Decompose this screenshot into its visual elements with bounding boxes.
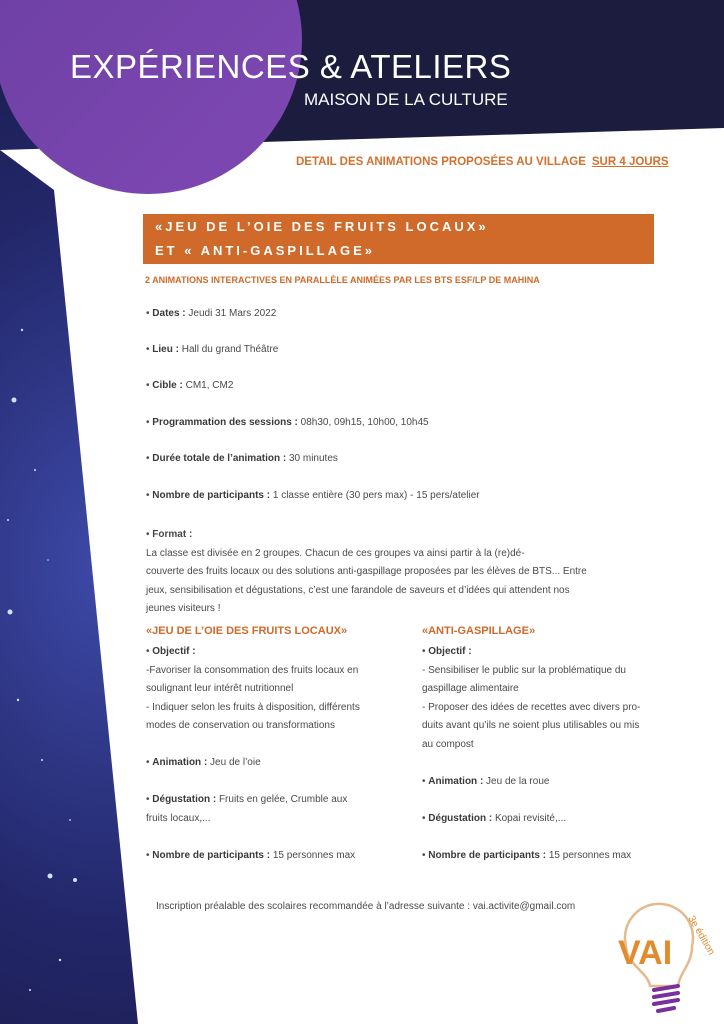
degustation-line: • Dégustation : Fruits en gelée, Crumble aux (146, 794, 348, 805)
participants-label: Nombre de participants : (428, 849, 547, 861)
format-paragraph (146, 526, 606, 619)
objectif-line: gaspillage alimentaire (422, 683, 519, 694)
info-value: 1 classe entière (30 pers max) - 15 pers/atelier (270, 490, 480, 501)
info-dates: • Dates : Jeudi 31 Mars 2022 (146, 308, 277, 319)
format-line: jeux, sensibilisation et dégustations, c’est une farandole de saveurs et d’idées qui attendent nos (146, 584, 570, 596)
format-line: couverte des fruits locaux ou des solutions anti-gaspillage proposées par les élèves de BTS... Entre (146, 566, 587, 577)
info-label: Programmation des sessions : (152, 417, 298, 428)
objectif-line: au compost (422, 738, 474, 750)
info-value: Hall du grand Théâtre (178, 344, 279, 355)
info-duree: • Durée totale de l’animation : 30 minutes (146, 453, 338, 464)
footer-note: Inscription préalable des scolaires recommandée à l’adresse suivante : vai.activite@gmail.com (156, 901, 576, 912)
info-lieu: • Lieu : Hall du grand Théâtre (146, 344, 279, 355)
degustation-line: • Dégustation : Kopai revisité,... (422, 812, 567, 824)
info-programmation: • Programmation des sessions : 08h30, 09h15, 10h00, 10h45 (146, 417, 429, 428)
degustation-value: Fruits en gelée, Crumble aux (216, 794, 348, 805)
detail-line (296, 156, 669, 168)
info-label: Durée totale de l’animation : (152, 453, 287, 464)
participants-line: • Nombre de participants : 15 personnes max (422, 849, 632, 861)
degustation-line-2: fruits locaux,... (146, 812, 211, 824)
objectif-line: -Favoriser la consommation des fruits locaux en (146, 664, 359, 676)
objectif-line: soulignant leur intérêt nutritionnel (146, 683, 294, 694)
left-col (146, 643, 376, 865)
info-label: Dates : (152, 308, 186, 319)
subheading: 2 ANIMATIONS INTERACTIVES EN PARALLÈLE ANIMÉES PAR LES BTS ESF/LP DE MAHINA (145, 275, 540, 285)
format-text: La classe est divisée en 2 groupes. Chacun de ces groupes va ainsi partir à la (re)dé- (146, 547, 525, 559)
info-cible: • Cible : CM1, CM2 (146, 380, 234, 391)
banner-line-2: ET « ANTI-GASPILLAGE» (155, 243, 375, 258)
objectif-heading: • Objectif : (422, 646, 472, 657)
participants-value: 15 personnes max (270, 849, 356, 861)
degustation-label: Dégustation : (428, 812, 493, 824)
participants-label: Nombre de participants : (152, 849, 271, 861)
animation-line: • Animation : Jeu de l’oie (146, 757, 261, 768)
info-value: 30 minutes (286, 453, 338, 464)
info-value: 08h30, 09h15, 10h00, 10h45 (297, 417, 429, 428)
animation-label: Animation : (152, 757, 208, 768)
objectif-label: Objectif : (428, 646, 472, 657)
format-line: • Format : La classe est divisée en 2 groupes. Chacun de ces groupes va ainsi partir à la (re)dé- (146, 526, 606, 563)
objectif-line: modes de conservation ou transformations (146, 720, 335, 731)
participants-value: 15 personnes max (546, 849, 632, 861)
logo-edition: 3e édition (685, 914, 717, 958)
info-label: Nombre de participants : (152, 490, 271, 501)
info-label: Lieu : (152, 344, 179, 355)
objectif-line: duits avant qu’ils ne soient plus utilisables ou mis (422, 720, 640, 731)
right-col-title: «ANTI-GASPILLAGE» (422, 625, 536, 637)
participants-line: • Nombre de participants : 15 personnes max (146, 849, 356, 861)
animation-line: • Animation : Jeu de la roue (422, 775, 550, 787)
degustation-value: Kopai revisité,... (492, 812, 567, 824)
info-participants: • Nombre de participants : 1 classe entière (30 pers max) - 15 pers/atelier (146, 490, 480, 501)
left-col-title: «JEU DE L’OIE DES FRUITS LOCAUX» (146, 625, 348, 637)
info-value: Jeudi 31 Mars 2022 (185, 308, 277, 319)
format-label: Format : (152, 529, 193, 540)
animation-value: Jeu de la roue (483, 775, 550, 787)
degustation-label: Dégustation : (152, 794, 217, 805)
objectif-label: Objectif : (152, 646, 196, 657)
animation-label: Animation : (428, 775, 484, 787)
vai-logo (596, 890, 720, 1020)
objectif-line: - Sensibiliser le public sur la problématique du (422, 664, 626, 676)
animation-value: Jeu de l’oie (207, 757, 261, 768)
header-subtitle: MAISON DE LA CULTURE (304, 90, 508, 109)
objectif-line: - Indiquer selon les fruits à disposition, différents (146, 701, 360, 713)
info-label: Cible : (152, 380, 183, 391)
info-value: CM1, CM2 (182, 380, 234, 391)
objectif-line: - Proposer des idées de recettes avec divers pro- (422, 701, 641, 713)
detail-underlined: SUR 4 JOURS (591, 156, 669, 168)
format-line: jeunes visiteurs ! (146, 603, 221, 614)
logo-text: VAI (618, 934, 673, 972)
banner-line-1: «JEU DE L’OIE DES FRUITS LOCAUX» (155, 219, 489, 234)
objectif-heading: • Objectif : (146, 646, 196, 657)
right-col (422, 643, 654, 865)
detail-text: DETAIL DES ANIMATIONS PROPOSÉES AU VILLAGE (296, 156, 586, 168)
header-title: EXPÉRIENCES & ATELIERS (70, 48, 512, 85)
